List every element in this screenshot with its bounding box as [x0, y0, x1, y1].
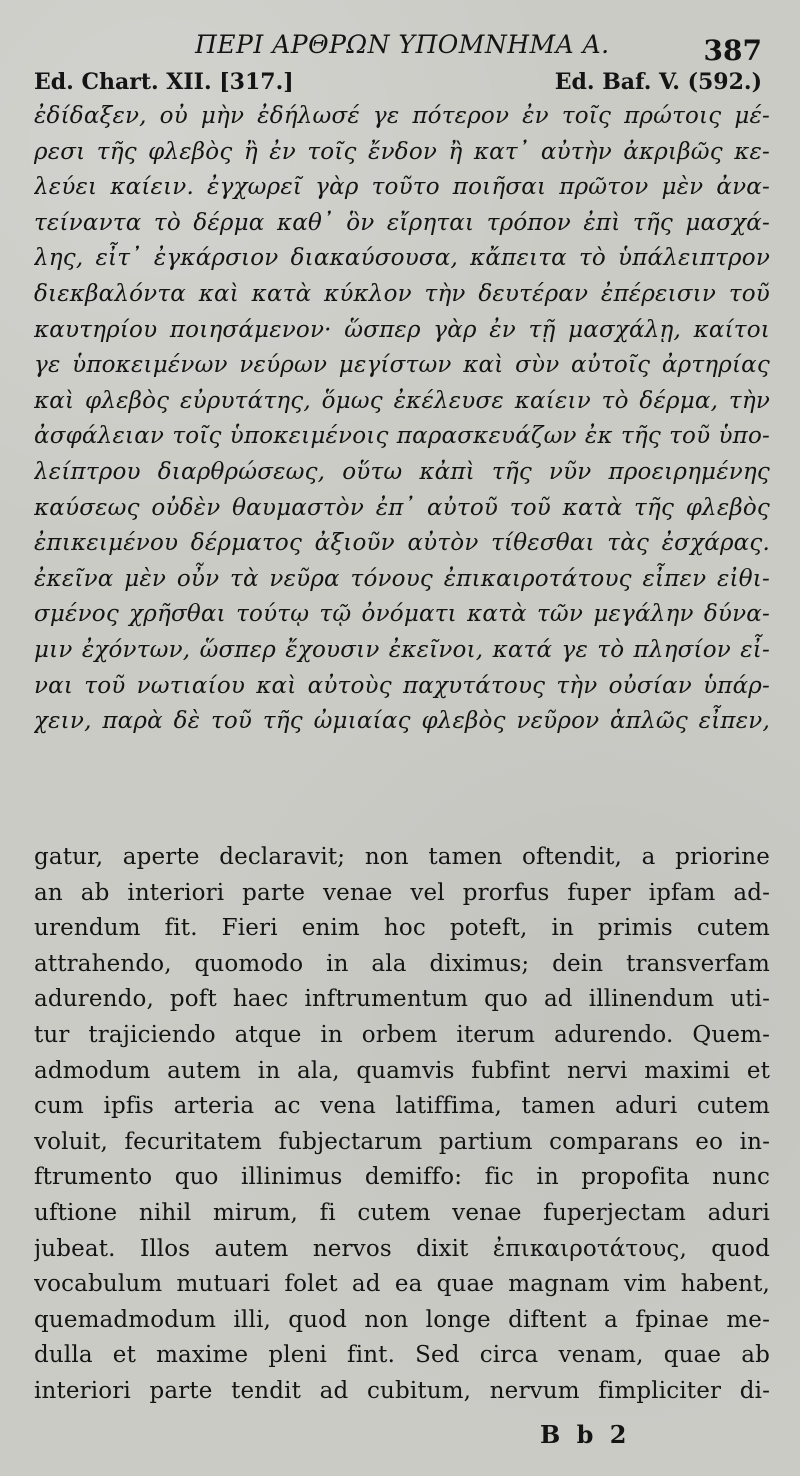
greek-line: τείναντα τὸ δέρμα καθ᾽ ὃν εἴρηται τρόπον ἐπὶ τῆς μασχά- [34, 209, 770, 236]
greek-line: ἀσφάλειαν τοῖς ὑποκειμένοις παρασκευάζων ἐκ τῆς τοῦ ὑπο- [34, 423, 770, 450]
latin-line: vocabulum mutuari folet ad ea quae magnam vim habent, [34, 1271, 770, 1298]
greek-line: ἐκεῖνα μὲν οὖν τὰ νεῦρα τόνους ἐπικαιροτάτους εἶπεν εἰθι- [34, 565, 770, 592]
greek-line: μιν ἐχόντων, ὥσπερ ἔχουσιν ἐκεῖνοι, κατά γε τὸ πλησίον εἶ- [34, 636, 770, 663]
greek-line: ἐπικειμένου δέρματος ἀξιοῦν αὐτὸν τίθεσθαι τὰς ἐσχάρας. [34, 530, 770, 557]
printer-signature: B b 2 [540, 1420, 631, 1449]
latin-line: tur trajiciendo atque in orbem iterum adurendo. Quem- [34, 1021, 770, 1048]
latin-line: uftione nihil mirum, fi cutem venae fuperjectam aduri [34, 1199, 770, 1226]
latin-line: adurendo, poft haec inftrumentum quo ad illinendum uti- [34, 986, 770, 1013]
edition-left-reference: Ed. Chart. XII. [317.] [34, 69, 294, 95]
latin-line: urendum fit. Fieri enim hoc poteft, in primis cutem [34, 915, 770, 942]
greek-text-block [34, 99, 770, 740]
edition-right-reference: Ed. Baf. V. (592.) [554, 69, 762, 95]
greek-line: ἐδίδαξεν, οὐ μὴν ἐδήλωσέ γε πότερον ἐν τοῖς πρώτοις μέ- [34, 103, 770, 129]
greek-line: καυτηρίου ποιησάμενον· ὥσπερ γὰρ ἐν τῇ μασχάλῃ, καίτοι [34, 316, 770, 343]
greek-line: χειν, παρὰ δὲ τοῦ τῆς ὠμιαίας φλεβὸς νεῦρον ἁπλῶς εἶπεν, [34, 708, 770, 735]
greek-line: καὶ φλεβὸς εὐρυτάτης, ὅμως ἐκέλευσε καίειν τὸ δέρμα, τὴν [34, 387, 770, 414]
page-number: 387 [703, 34, 762, 67]
latin-line: dulla et maxime pleni fint. Sed circa venam, quae ab [34, 1342, 770, 1369]
greek-line: γε ὑποκειμένων νεύρων μεγίστων καὶ σὺν αὐτοῖς ἀρτηρίας [34, 352, 770, 379]
greek-line: καύσεως οὐδὲν θαυμαστὸν ἐπ᾽ αὐτοῦ τοῦ κατὰ τῆς φλεβὸς [34, 494, 770, 521]
latin-line: quemadmodum illi, quod non longe diftent a fpinae me- [34, 1306, 770, 1333]
latin-line: attrahendo, quomodo in ala diximus; dein transverfam [34, 950, 770, 977]
greek-line: σμένος χρῆσθαι τούτῳ τῷ ὀνόματι κατὰ τῶν μεγάλην δύνα- [34, 601, 770, 628]
latin-line: voluit, fecuritatem fubjectarum partium comparans eo in- [34, 1128, 770, 1155]
latin-line: interiori parte tendit ad cubitum, nervum fimpliciter di- [34, 1377, 770, 1404]
latin-line: ftrumento quo illinimus demiffo: fic in propofita nunc [34, 1164, 770, 1191]
greek-line: διεκβαλόντα καὶ κατὰ κύκλον τὴν δευτέραν ἐπέρεισιν τοῦ [34, 280, 770, 307]
latin-line: an ab interiori parte venae vel prorfus fuper ipfam ad- [34, 879, 770, 906]
latin-line: jubeat. Illos autem nervos dixit ἐπικαιροτάτους, quod [34, 1235, 770, 1262]
latin-line: admodum autem in ala, quamvis fubfint nervi maximi et [34, 1057, 770, 1084]
greek-line: ρεσι τῆς φλεβὸς ἢ ἐν τοῖς ἔνδον ἢ κατ᾽ αὐτὴν ἀκριβῶς κε- [34, 138, 770, 165]
greek-line: λείπτρου διαρθρώσεως, οὕτω κἀπὶ τῆς νῦν προειρημένης [34, 458, 770, 485]
latin-line: cum ipfis arteria ac vena latiffima, tamen aduri cutem [34, 1093, 770, 1120]
greek-line: λης, εἶτ᾽ ἐγκάρσιον διακαύσουσα, κἄπειτα τὸ ὑπάλειπτρον [34, 245, 770, 272]
greek-line: λεύει καίειν. ἐγχωρεῖ γὰρ τοῦτο ποιῆσαι πρῶτον μὲν ἀνα- [34, 174, 770, 201]
latin-text-block [34, 840, 770, 1410]
greek-line: ναι τοῦ νωτιαίου καὶ αὐτοὺς παχυτάτους τὴν οὐσίαν ὑπάρ- [34, 672, 770, 699]
latin-line: gatur, aperte declaravit; non tamen oftendit, a priorine [34, 844, 770, 870]
running-head: ΠΕΡΙ ΑΡΘΡΩΝ ΥΠΟΜΝΗΜΑ Α. [195, 30, 610, 59]
